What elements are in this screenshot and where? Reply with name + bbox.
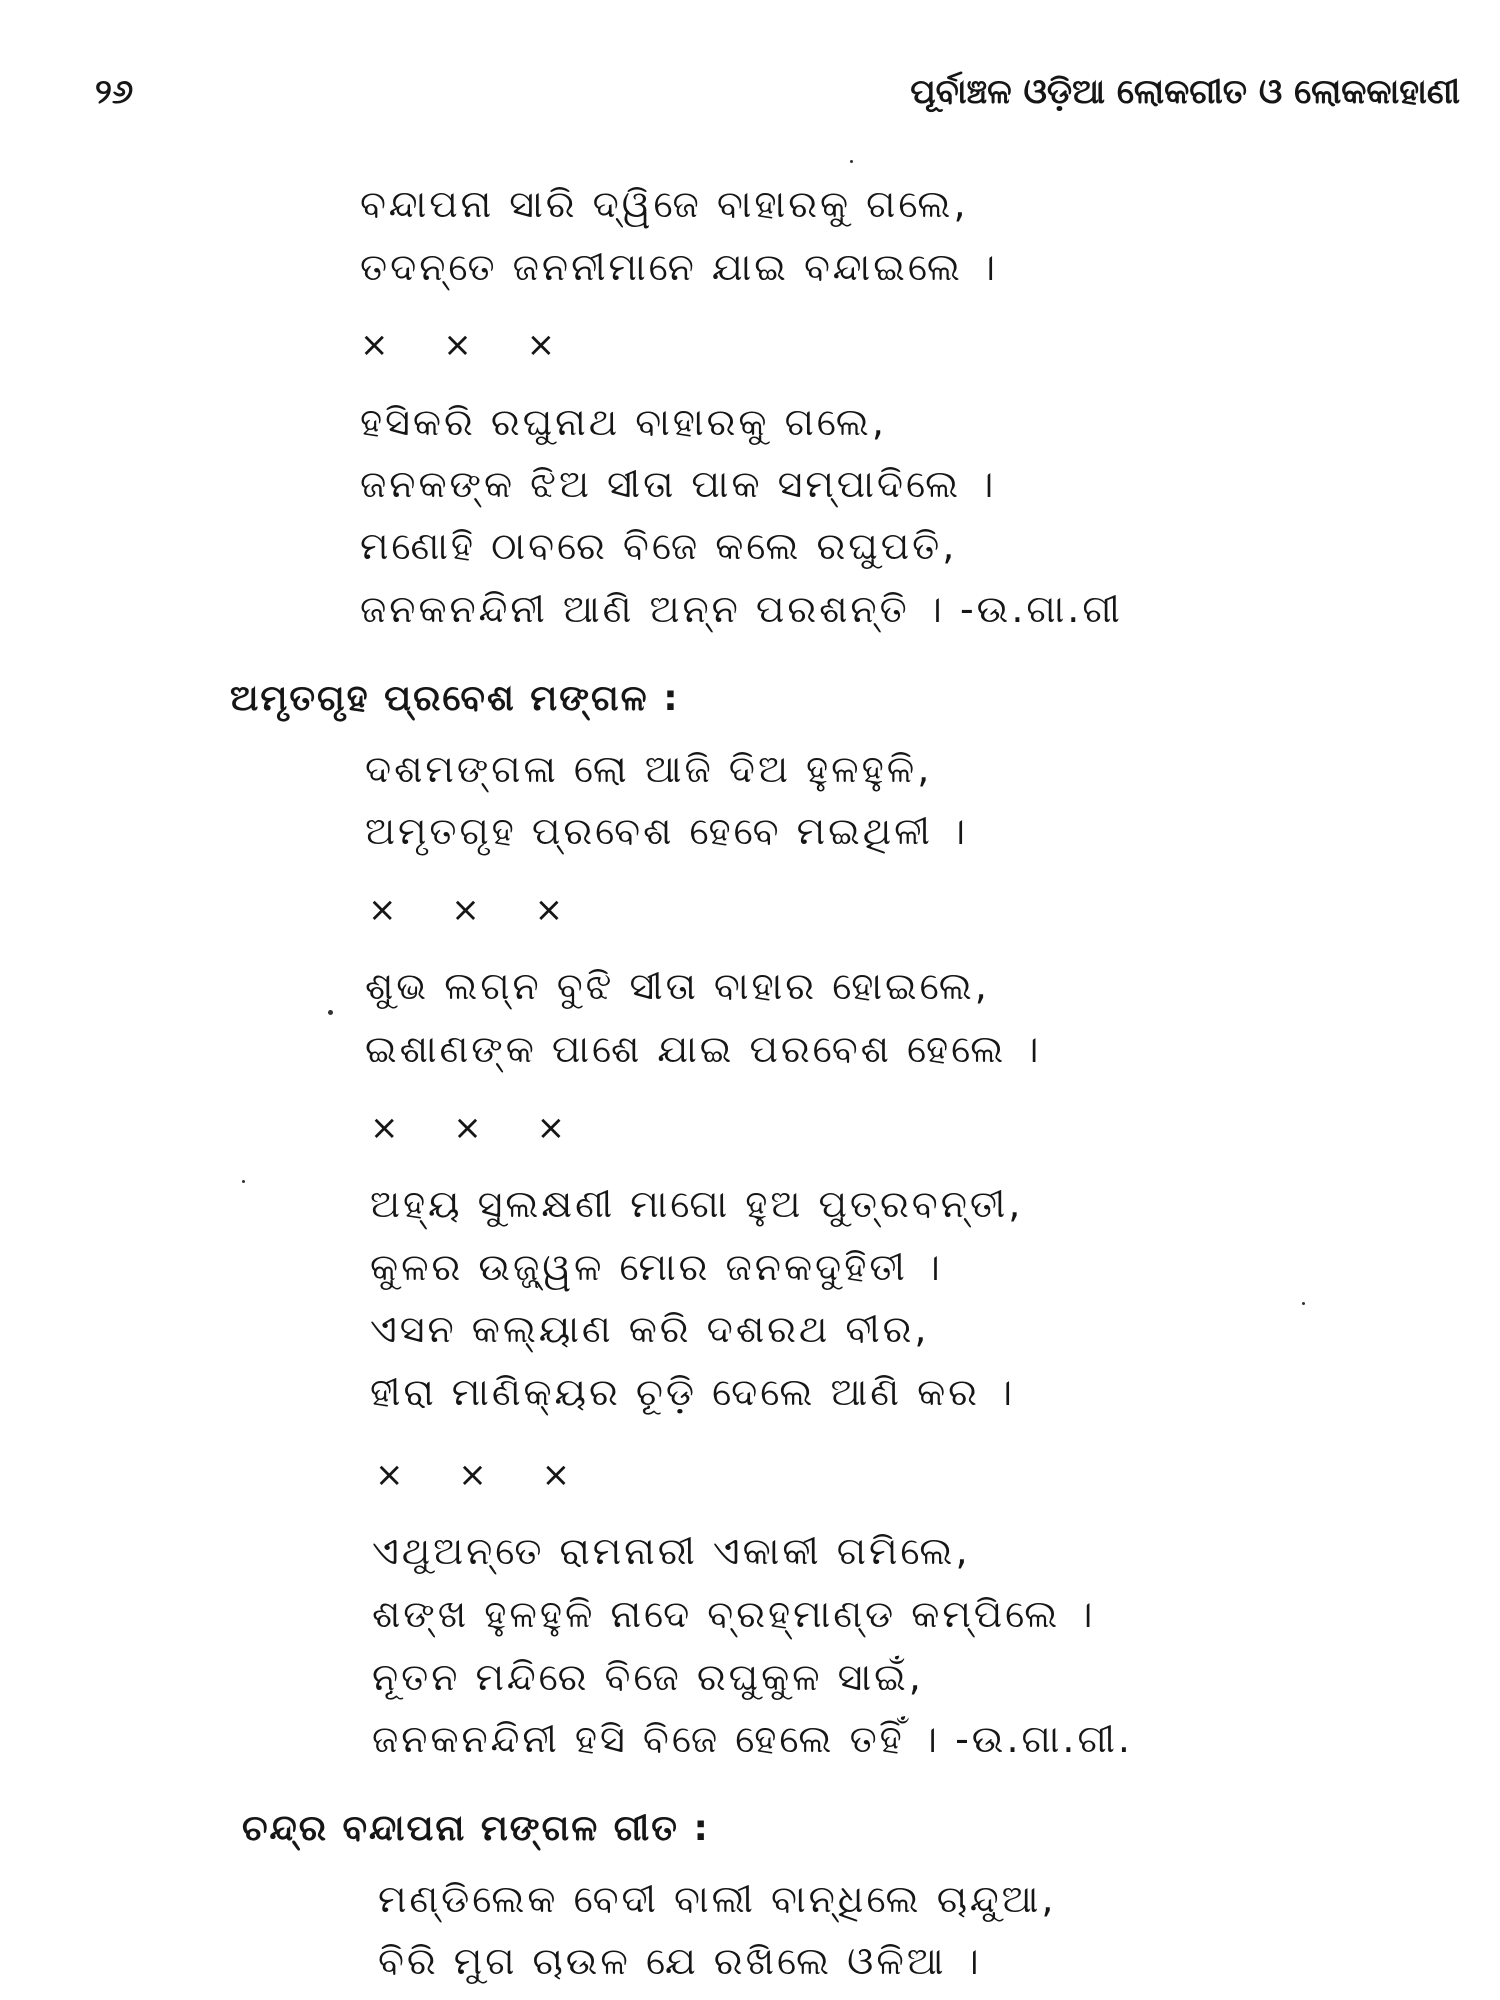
verse-line: ଶୁଭ ଲଗ୍ନ ବୁଝି ସୀତା ବାହାର ହୋଇଲେ,	[365, 964, 990, 1008]
scan-speck	[1302, 1302, 1305, 1305]
verse-line: ଶଙ୍ଖ ହୁଳହୁଳି ନାଦେ ବ୍ରହ୍ମାଣ୍ଡ କମ୍ପିଲେ ।	[372, 1592, 1096, 1636]
page-number: ୨୬	[95, 72, 134, 112]
verse-line: ଇଶାଣଙ୍କ ପାଶେ ଯାଇ ପରବେଶ ହେଲେ ।	[365, 1027, 1042, 1071]
scan-speck	[242, 1180, 245, 1183]
verse-line: ହସିକରି ରଘୁନାଥ ବାହାରକୁ ଗଲେ,	[360, 400, 887, 444]
verse-line: ହୀରା ମାଣିକ୍ୟର ଚୂଡ଼ି ଦେଲେ ଆଣି କର ।	[370, 1370, 1016, 1414]
verse-line: ତଦନ୍ତେ ଜନନୀମାନେ ଯାଇ ବନ୍ଦାଇଲେ ।	[360, 245, 999, 289]
verse-line: ଏସନ କଲ୍ୟାଣ କରି ଦଶରଥ ବୀର,	[370, 1307, 930, 1351]
verse-line: ବନ୍ଦାପନା ସାରି ଦ୍ୱିଜେ ବାହାରକୁ ଗଲେ,	[360, 182, 969, 226]
page-header	[95, 72, 1460, 132]
verse-line: ଜନକନନ୍ଦିନୀ ହସି ବିଜେ ହେଲେ ତହିଁ । -ଉ.ଗା.ଗୀ.	[372, 1717, 1133, 1761]
section-separator: × × ×	[368, 890, 586, 930]
section-separator: × × ×	[370, 1108, 588, 1148]
verse-line: ଦଶମଙ୍ଗଳା ଲୋ ଆଜି ଦିଅ ହୁଳହୁଳି,	[365, 747, 933, 791]
verse-line: ଅହ୍ୟ ସୁଲକ୍ଷଣୀ ମାଗୋ ହୁଅ ପୁତ୍ରବନ୍ତୀ,	[370, 1182, 1024, 1226]
verse-line: ନୂତନ ମନ୍ଦିରେ ବିଜେ ରଘୁକୁଳ ସାଇଁ,	[372, 1655, 924, 1699]
verse-line: ଜନକନନ୍ଦିନୀ ଆଣି ଅନ୍ନ ପରଶନ୍ତି । -ଉ.ଗା.ଗୀ	[360, 587, 1123, 631]
running-title: ପୂର୍ବାଞ୍ଚଳ ଓଡ଼ିଆ ଲୋକଗୀତ ଓ ଲୋକକାହାଣୀ	[910, 72, 1460, 112]
section-separator: × × ×	[360, 325, 578, 365]
verse-line: ଅମୃତଗୃହ ପ୍ରବେଶ ହେବେ ମଇଥିଳୀ ।	[365, 809, 969, 853]
section-heading: ଚନ୍ଦ୍ର ବନ୍ଦାପନା ମଙ୍ଗଳ ଗୀତ :	[242, 1808, 710, 1849]
verse-line: ମଣ୍ଡିଲେକ ବେଦୀ ବାଲୀ ବାନ୍ଧିଲେ ଚାନ୍ଦୁଆ,	[378, 1877, 1057, 1921]
section-separator: × × ×	[375, 1455, 593, 1495]
verse-line: ମଣୋହି ଠାବରେ ବିଜେ କଲେ ରଘୁପତି,	[360, 524, 958, 568]
verse-line: ବିରି ମୁଗ ଚାଉଳ ଯେ ରଖିଲେ ଓଳିଆ ।	[378, 1939, 982, 1983]
verse-line: ଜନକଙ୍କ ଝିଅ ସୀତା ପାକ ସମ୍ପାଦିଲେ ।	[360, 462, 997, 506]
scan-speck	[850, 160, 853, 163]
verse-line: କୁଳର ଉଜ୍ଜ୍ୱଳ ମୋର ଜନକଦୁହିତୀ ।	[370, 1245, 943, 1289]
section-heading: ଅମୃତଗୃହ ପ୍ରବେଶ ମଙ୍ଗଳ :	[230, 678, 680, 719]
scan-speck	[328, 1010, 333, 1015]
verse-line: ଏଥୁଅନ୍ତେ ରାମନାରୀ ଏକାକୀ ଗମିଲେ,	[372, 1529, 971, 1573]
